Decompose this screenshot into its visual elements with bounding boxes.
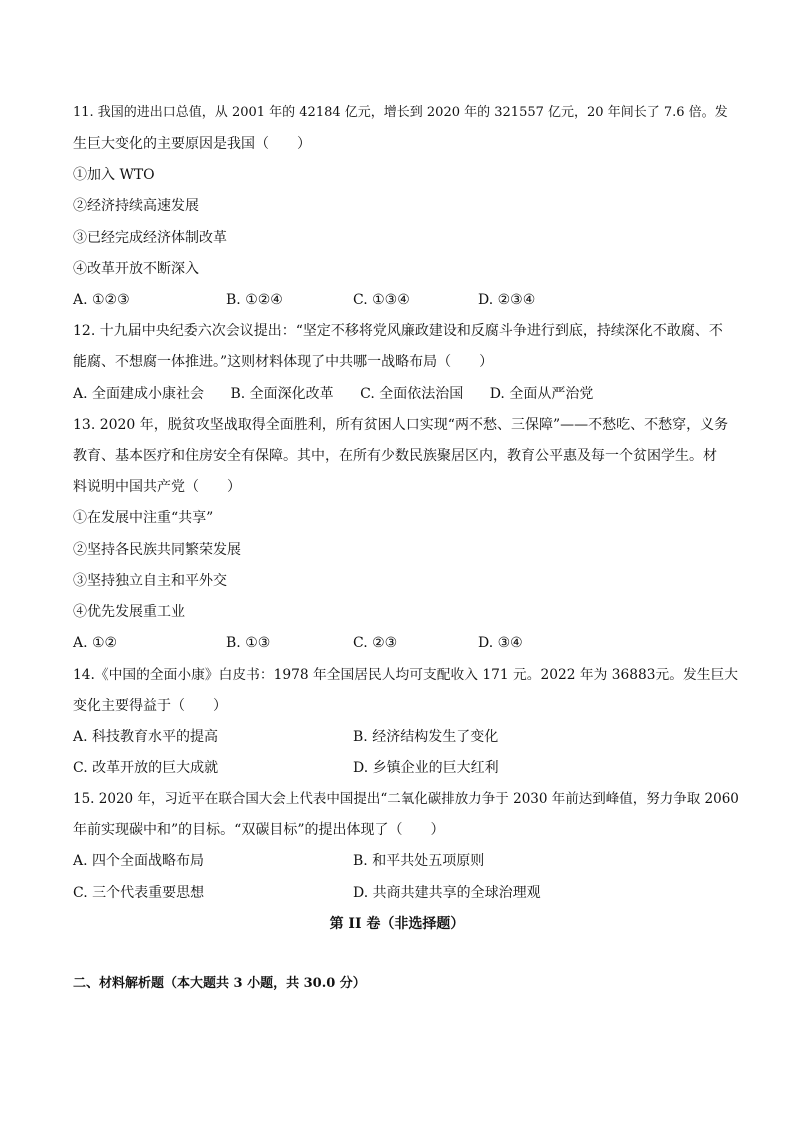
q13-stem-line1: 13. 2020 年，脱贫攻坚战取得全面胜利，所有贫困人口实现“两不愁、三保障”——不愁吃、不愁穿，义务 [73,417,729,433]
q14-option-a[interactable]: A. 科技教育水平的提高 [73,729,219,745]
q14-option-b[interactable]: B. 经济结构发生了变化 [353,729,499,745]
q14-stem-line1: 14.《中国的全面小康》白皮书：1978 年全国居民人均可支配收入 171 元。2022 年为 36883元。发生巨大 [73,667,738,683]
q14-options-row1 [73,728,733,746]
q15-option-c[interactable]: C. 三个代表重要思想 [73,885,205,901]
q14-option-c[interactable]: C. 改革开放的巨大成就 [73,760,219,776]
q12-option-d[interactable]: D. 全面从严治党 [489,386,594,402]
q11-option-a[interactable]: A. ①②③ [73,292,130,308]
q12-stem-line1: 12. 十九届中央纪委六次会议提出：“坚定不移将党风廉政建设和反腐斗争进行到底，持续深化不敢腐、不 [73,323,723,339]
q12-stem-line2: 能腐、不想腐一体推进。”这则材料体现了中共哪一战略布局（ ） [73,354,494,370]
q15-option-d[interactable]: D. 共商共建共享的全球治理观 [353,885,541,901]
section-title: 第 II 卷（非选择题） [329,916,465,932]
q13-option-c[interactable]: C. ②③ [353,635,398,651]
q15-stem-line1: 15. 2020 年，习近平在联合国大会上代表中国提出“二氧化碳排放力争于 2030 年前达到峰值，努力争取 2060 [73,791,739,807]
q11-item-2: ②经济持续高速发展 [73,198,199,214]
q13-stem-line3: 料说明中国共产党（ ） [73,479,241,495]
q13-option-a[interactable]: A. ①② [73,635,118,651]
q11-stem-line2: 生巨大变化的主要原因是我国（ ） [73,136,311,152]
q12-option-c[interactable]: C. 全面依法治国 [360,386,464,402]
q11-item-3: ③已经完成经济体制改革 [73,230,227,246]
q13-stem-line2: 教育、基本医疗和住房安全有保障。其中，在所有少数民族聚居区内，教育公平惠及每一个贫困学生。材 [73,448,717,464]
q11-stem-line1: 11. 我国的进出口总值，从 2001 年的 42184 亿元，增长到 2020 年的 321557 亿元，20 年间长了 7.6 倍。发 [73,105,728,120]
part-two-title: 二、材料解析题（本大题共 3 小题，共 30.0 分） [73,976,366,991]
q13-option-d[interactable]: D. ③④ [478,635,523,651]
q14-stem-line2: 变化主要得益于（ ） [73,698,227,714]
q13-options [73,634,733,652]
q12-options [73,385,615,403]
q11-option-d[interactable]: D. ②③④ [478,292,536,308]
q13-item-4: ④优先发展重工业 [73,604,185,620]
q13-item-2: ②坚持各民族共同繁荣发展 [73,542,241,558]
q14-options-row2 [73,759,733,777]
q11-item-1: ①加入 WTO [73,167,155,183]
q12-option-b[interactable]: B. 全面深化改革 [230,386,334,402]
q14-option-d[interactable]: D. 乡镇企业的巨大红利 [353,760,499,776]
q15-options-row2 [73,884,733,902]
q11-option-c[interactable]: C. ①③④ [353,292,410,308]
q11-option-b[interactable]: B. ①②④ [226,292,283,308]
q11-options [73,291,733,309]
q15-options-row1 [73,852,733,870]
q13-item-1: ①在发展中注重“共享” [73,510,214,526]
q15-option-b[interactable]: B. 和平共处五项原则 [353,853,485,869]
q15-stem-line2: 年前实现碳中和”的目标。“双碳目标”的提出体现了（ ） [73,822,445,838]
q11-item-4: ④改革开放不断深入 [73,261,199,277]
q13-item-3: ③坚持独立自主和平外交 [73,573,227,589]
q15-option-a[interactable]: A. 四个全面战略布局 [73,853,205,869]
q12-option-a[interactable]: A. 全面建成小康社会 [73,386,205,402]
q13-option-b[interactable]: B. ①③ [226,635,271,651]
